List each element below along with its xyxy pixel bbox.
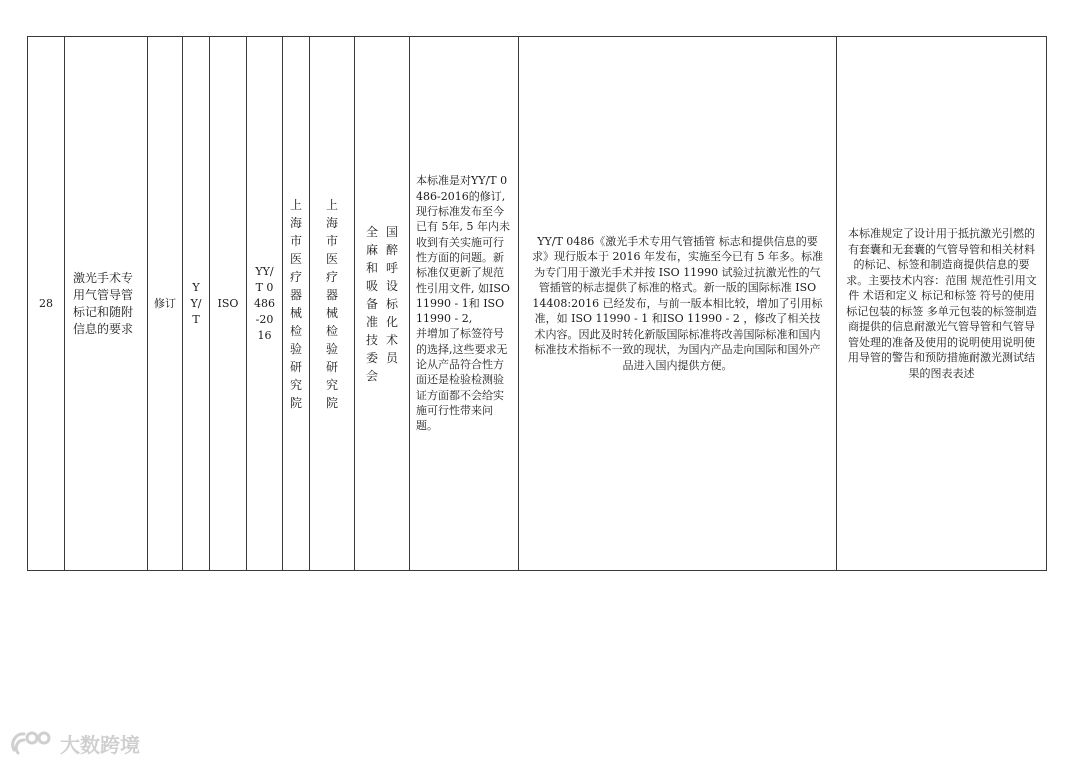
responsible-unit: 上海市医疗器械检验研究院	[325, 197, 338, 410]
summary-cell	[519, 37, 837, 571]
standards-table	[27, 36, 1047, 571]
committee-name-right: 国醉呼设标化术员	[385, 224, 398, 365]
watermark-logo-icon	[8, 728, 54, 758]
content-cell	[837, 37, 1047, 571]
reason-cell	[410, 37, 519, 571]
revision-reason: 本标准是对YY/T 0486-2016的修订, 现行标准发布至今已有 5年, 5 年内未收到有关实施可行性方面的问题。新标准仅更新了规范性引用文件, 如ISO 11990 - 1和 ISO 11990 - 2, 并增加了标签符号的选择,这些要求无论从产品符合性方面还是检验检测验证方面都不会给实施可行性带来问题。	[416, 174, 510, 433]
revision-type: 修订	[154, 296, 176, 310]
table-row	[28, 37, 1047, 571]
type-cell	[148, 37, 183, 571]
committee-cell	[355, 37, 410, 571]
category-cell	[183, 37, 210, 571]
replaces-cell	[247, 37, 283, 571]
committee-name-left: 全麻和吸备准技委会	[365, 224, 378, 383]
replaced-standard: YY/T 0486-2016	[254, 264, 275, 342]
standard-name: 激光手术专用气管导管标记和随附信息的要求	[73, 270, 134, 336]
unit-cell	[310, 37, 355, 571]
seq-cell	[28, 37, 65, 571]
purpose-summary: YY/T 0486《激光手术专用气管插管 标志和提供信息的要求》现行版本于 2016 年发布，实施至今已有 5 年多。标准为专门用于激光手术并按 ISO 11990 试验过抗激光性的气管插管的标志提供了标准的格式。新一版的国际标准 ISO 14408:2016 已经发布，与前一版本相比较，增加了引用标准，如 ISO 11990 - 1 和ISO 11990 - 2 ，修改了相关技术内容。因此及时转化新版国际标准将改善国际标准和国内标准技术指标不一致的现状，为国内产品走向国际和国外产品进入国内提供方便。	[532, 234, 823, 372]
adopt-cell	[210, 37, 247, 571]
standard-category: YY/T	[190, 280, 202, 326]
seq-number: 28	[39, 297, 53, 310]
drafter-cell	[283, 37, 310, 571]
watermark-text: 大数跨境	[60, 732, 140, 757]
adopted-standard: ISO	[217, 297, 239, 310]
watermark	[8, 726, 140, 760]
name-cell	[65, 37, 148, 571]
main-content: 本标准规定了设计用于抵抗激光引燃的有套囊和无套囊的气管导管和相关材料的标记、标签和制造商提供信息的要求。主要技术内容：范围 规范性引用文件 术语和定义 标记和标签 符号的使用 标记包装的标签 多单元包装的标签制造商提供的信息耐激光气管导管和气管导管处理的准备及使用的说明使用说明使用导管的警告和预防措施耐激光测试结果的图表表述	[846, 227, 1037, 380]
drafting-unit: 上海市医疗器械检验研究院	[289, 197, 302, 410]
